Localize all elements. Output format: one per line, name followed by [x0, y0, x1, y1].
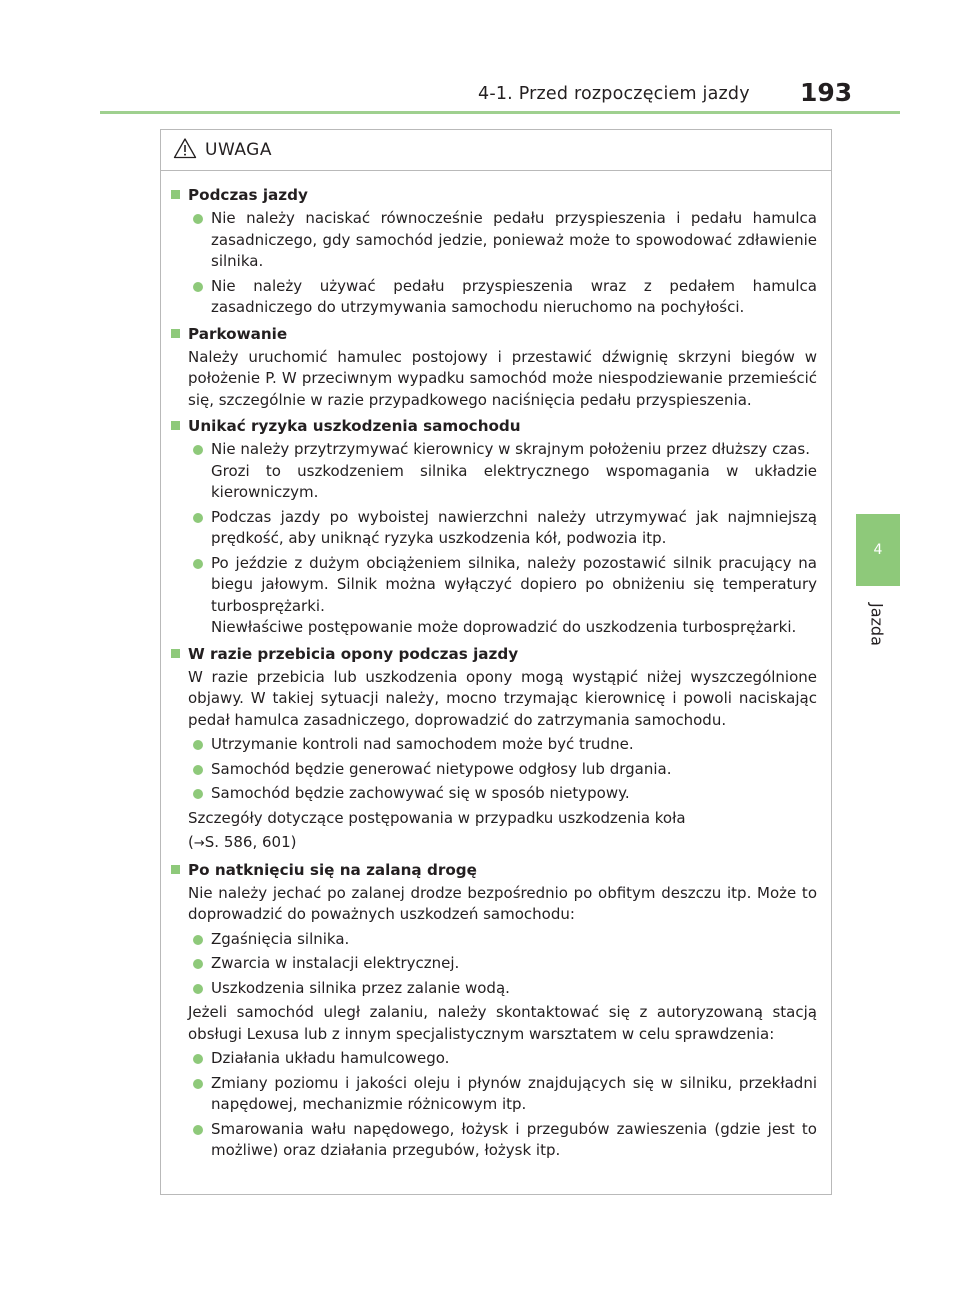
section-square-icon [171, 649, 180, 658]
header-divider [100, 111, 900, 114]
section-title [171, 323, 817, 345]
bullet-text: Działania układu hamulcowego. [211, 1049, 450, 1067]
chapter-tab [856, 514, 900, 586]
paragraph: Nie należy jechać po zalanej drodze bezpośrednio po obfitym deszczu itp. Może to doprowadzić do poważnych uszkodzeń samochodu: [188, 883, 817, 923]
bullet-item [171, 783, 817, 805]
bullet-text: Samochód będzie generować nietypowe odgłosy lub drgania. [211, 759, 672, 778]
paragraph: W razie przebicia lub uszkodzenia opony mogą wystąpić niżej wyszczególnione objawy. W takiej sytuacji należy, mocno trzymając kierownicę i powoli naciskając pedał hamulca zasadniczego, doprowadzić do zatrzymania samochodu. [188, 667, 817, 729]
warning-section [171, 415, 817, 639]
section-square-icon [171, 329, 180, 338]
section-title-text: W razie przebicia opony podczas jazdy [188, 644, 519, 663]
bullet-dot-icon [193, 282, 203, 292]
bullet-item [171, 276, 817, 319]
running-header-title: 4-1. Przed rozpoczęciem jazdy [478, 84, 750, 104]
warning-section [171, 859, 817, 1162]
bullet-dot-icon [193, 740, 203, 750]
bullet-text: Utrzymanie kontroli nad samochodem może być trudne. [211, 735, 634, 753]
bullet-item [171, 553, 817, 639]
bullet-text: Nie należy używać pedału przyspieszenia wraz z pedałem hamulca zasadniczego do utrzymywania samochodu nieruchomo na pochyłości. [211, 276, 817, 316]
bullet-dot-icon [193, 1125, 203, 1135]
section-title-text: Parkowanie [188, 324, 288, 343]
bullet-dot-icon [193, 765, 203, 775]
section-square-icon [171, 421, 180, 430]
warning-box [160, 129, 832, 1195]
bullet-dot-icon [193, 1054, 203, 1064]
section-title [171, 184, 817, 206]
paragraph: Szczegóły dotyczące postępowania w przypadku uszkodzenia koła [188, 808, 686, 827]
section-title [171, 415, 817, 437]
bullet-text: Zwarcia w instalacji elektrycznej. [211, 954, 460, 972]
warning-content [171, 184, 817, 1166]
bullet-dot-icon [193, 959, 203, 969]
bullet-item [171, 978, 817, 1000]
chapter-number: 4 [873, 542, 883, 558]
bullet-item [171, 929, 817, 951]
warning-section [171, 643, 817, 855]
bullet-dot-icon [193, 1079, 203, 1089]
section-title-text: Unikać ryzyka uszkodzenia samochodu [188, 417, 521, 435]
section-title [171, 643, 817, 665]
bullet-dot-icon [193, 214, 203, 224]
reference-text: S. 586, 601) [204, 833, 297, 851]
section-title-text: Podczas jazdy [188, 186, 308, 204]
section-title-text: Po natknięciu się na zalaną drogę [188, 860, 477, 879]
page-reference [171, 832, 817, 855]
bullet-text: Uszkodzenia silnika przez zalanie wodą. [211, 978, 510, 997]
bullet-item [171, 208, 817, 273]
bullet-text: Po jeździe z dużym obciążeniem silnika, należy pozostawić silnik pracujący na biegu jałowym. Silnik można wyłączyć dopiero po obniżeniu się temperatury turbosprężarki. [211, 553, 817, 615]
page-number: 193 [800, 78, 853, 107]
bullet-dot-icon [193, 559, 203, 569]
arrow-right-icon: → [193, 836, 205, 851]
bullet-dot-icon [193, 445, 203, 455]
warning-label: UWAGA [205, 140, 272, 160]
warning-triangle-icon [173, 137, 197, 163]
chapter-label: Jazda [867, 602, 887, 646]
bullet-dot-icon [193, 935, 203, 945]
warning-section [171, 184, 817, 319]
bullet-text: Nie należy przytrzymywać kierownicy w skrajnym położeniu przez dłuższy czas. [211, 440, 810, 458]
bullet-text: Zgaśnięcia silnika. [211, 929, 350, 948]
bullet-item [171, 1048, 817, 1070]
bullet-item [171, 759, 817, 781]
section-square-icon [171, 190, 180, 199]
reference-open-paren: ( [188, 833, 194, 851]
bullet-dot-icon [193, 789, 203, 799]
bullet-text: Smarowania wału napędowego, łożysk i przegubów zawieszenia (gdzie jest to możliwe) oraz działania przegubów, łożysk itp. [211, 1119, 817, 1159]
bullet-text: Podczas jazdy po wyboistej nawierzchni należy utrzymywać jak najmniejszą prędkość, aby uniknąć ryzyka uszkodzenia kół, podwozia itp. [211, 507, 817, 547]
section-square-icon [171, 865, 180, 874]
bullet-item [171, 507, 817, 550]
section-title [171, 859, 817, 881]
warning-section [171, 323, 817, 412]
bullet-item [171, 953, 817, 975]
bullet-item [171, 734, 817, 756]
bullet-text: Nie należy naciskać równocześnie pedału przyspieszenia i pedału hamulca zasadniczego, gdy samochód jedzie, ponieważ może to spowodować zdławienie silnika. [211, 209, 817, 270]
bullet-dot-icon [193, 513, 203, 523]
bullet-item [171, 1073, 817, 1116]
bullet-text: Samochód będzie zachowywać się w sposób nietypowy. [211, 784, 630, 802]
paragraph: Jeżeli samochód uległ zalaniu, należy skontaktować się z autoryzowaną stacją obsługi Lexusa lub z innym specjalistycznym warsztatem w celu sprawdzenia: [188, 1003, 817, 1043]
bullet-text: Niewłaściwe postępowanie może doprowadzić do uszkodzenia turbosprężarki. [211, 618, 797, 636]
bullet-text: Zmiany poziomu i jakości oleju i płynów znajdujących się w silniku, przekładni napędowej, mechanizmie różnicowym itp. [211, 1073, 817, 1113]
bullet-item [171, 1119, 817, 1162]
bullet-item [171, 439, 817, 504]
bullet-text: Grozi to uszkodzeniem silnika elektrycznego wspomagania w układzie kierowniczym. [211, 461, 817, 501]
paragraph: Należy uruchomić hamulec postojowy i przestawić dźwignię skrzyni biegów w położenie P. W przeciwnym wypadku samochód może niespodziewanie przemieścić się, szczególnie w razie przypadkowego naciśnięcia pedału przyspieszenia. [188, 347, 817, 409]
warning-header [161, 130, 831, 171]
bullet-dot-icon [193, 984, 203, 994]
